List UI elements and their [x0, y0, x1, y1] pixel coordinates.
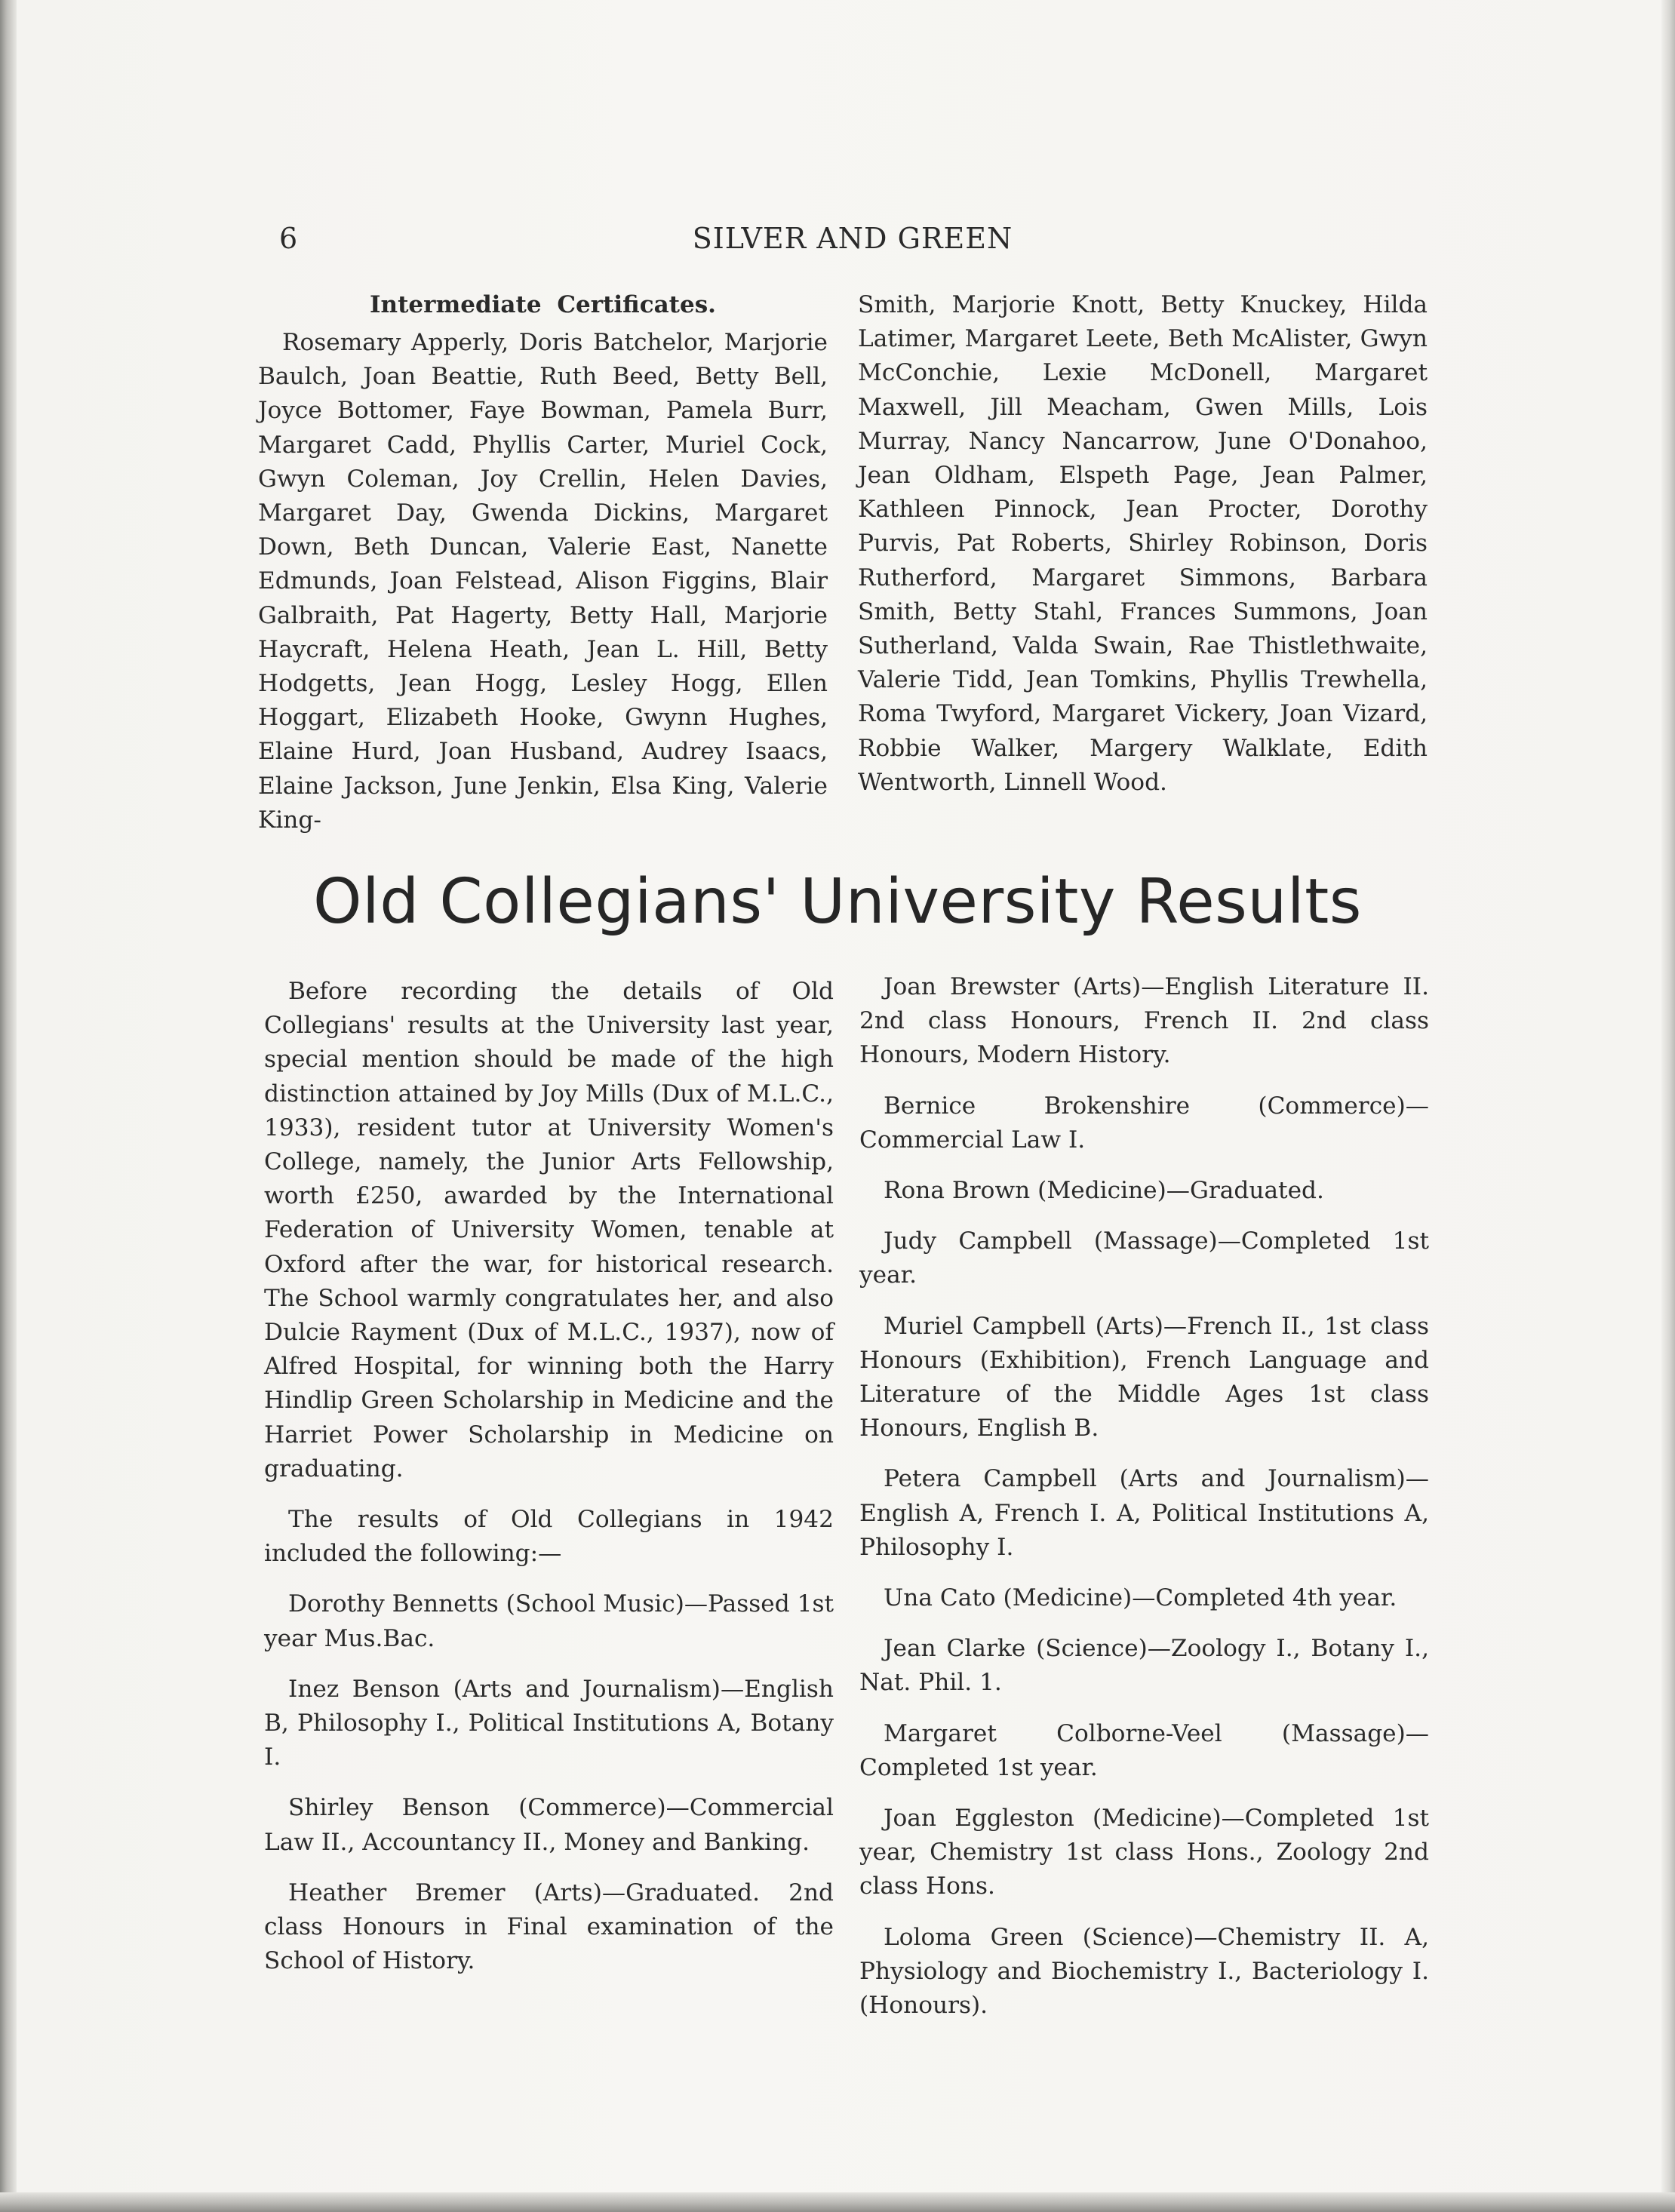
page-left-edge-shadow — [0, 0, 17, 2212]
result-entry: Petera Campbell (Arts and Journalism)—English A, French I. A, Political Institutions A, Philosophy I. — [859, 1465, 1429, 1561]
result-entry: Dorothy Bennetts (School Music)—Passed 1st year Mus.Bac. — [264, 1590, 834, 1652]
results-column-right — [859, 970, 1429, 2039]
result-entry: Margaret Colborne-Veel (Massage)—Completed 1st year. — [859, 1719, 1429, 1781]
certificates-heading: Intermediate Certificates. — [370, 291, 716, 318]
results-intro: Before recording the details of Old Collegians' results at the University last year, special mention should be made of the high distinction attained by Joy Mills (Dux of M.L.C., 1933), resident tutor at University Women's College, namely, the Junior Arts Fellowship, worth £250, awarded by the International Federation of University Women, tenable at Oxford after the war, for historical research. The School warmly congratulates her, and also Dulcie Rayment (Dux of M.L.C., 1937), now of Alfred Hospital, for winning both the Harry Hindlip Green Scholarship in Medicine and the Harriet Power Scholarship in Medicine on graduating. — [264, 978, 834, 1482]
result-entry: Bernice Brokenshire (Commerce)—Commercial Law I. — [859, 1092, 1429, 1154]
result-entry: Shirley Benson (Commerce)—Commercial Law II., Accountancy II., Money and Banking. — [264, 1794, 834, 1856]
result-entry: Rona Brown (Medicine)—Graduated. — [884, 1177, 1324, 1205]
result-entry: Loloma Green (Science)—Chemistry II. A, Physiology and Biochemistry I., Bacteriology I. (Honours). — [859, 1923, 1429, 2020]
page-right-edge-shadow — [1661, 0, 1675, 2212]
certificates-names-part1: Rosemary Apperly, Doris Batchelor, Marjorie Baulch, Joan Beattie, Ruth Beed, Betty Bell, Joyce Bottomer, Faye Bowman, Pamela Burr, Margaret Cadd, Phyllis Carter, Muriel Cock, Gwyn Coleman, Joy Crellin, Helen Davies, Margaret Day, Gwenda Dickins, Margaret Down, Beth Duncan, Valerie East, Nanette Edmunds, Joan Felstead, Alison Figgins, Blair Galbraith, Pat Hagerty, Betty Hall, Marjorie Haycraft, Helena Heath, Jean L. Hill, Betty Hodgetts, Jean Hogg, Lesley Hogg, Ellen Hoggart, Elizabeth Hooke, Gwynn Hughes, Elaine Hurd, Joan Husband, Audrey Isaacs, Elaine Jackson, June Jenkin, Elsa King, Valerie King- — [258, 329, 828, 834]
result-entry: Heather Bremer (Arts)—Graduated. 2nd class Honours in Final examination of the School of History. — [264, 1879, 834, 1975]
results-section-title: Old Collegians' University Results — [312, 866, 1363, 938]
certificates-column-left — [258, 288, 828, 837]
page-bottom-edge-shadow — [0, 2192, 1675, 2212]
result-entry: Una Cato (Medicine)—Completed 4th year. — [884, 1584, 1397, 1612]
page-header — [279, 222, 1426, 260]
result-entry: Jean Clarke (Science)—Zoology I., Botany I., Nat. Phil. 1. — [859, 1635, 1429, 1697]
results-lead-in: The results of Old Collegians in 1942 included the following:— — [264, 1506, 834, 1568]
result-entry: Judy Campbell (Massage)—Completed 1st year. — [859, 1227, 1429, 1289]
result-entry: Inez Benson (Arts and Journalism)—English B, Philosophy I., Political Institutions A, Botany I. — [264, 1675, 834, 1771]
running-title: SILVER AND GREEN — [692, 222, 1013, 255]
result-entry: Muriel Campbell (Arts)—French II., 1st class Honours (Exhibition), French Language and Literature of the Middle Ages 1st class Honours, English B. — [859, 1312, 1429, 1442]
result-entry: Joan Eggleston (Medicine)—Completed 1st year, Chemistry 1st class Hons., Zoology 2nd class Hons. — [859, 1805, 1429, 1900]
certificates-names-part2: Smith, Marjorie Knott, Betty Knuckey, Hilda Latimer, Margaret Leete, Beth McAlister, Gwyn McConchie, Lexie McDonell, Margaret Maxwell, Jill Meacham, Gwen Mills, Lois Murray, Nancy Nancarrow, June O'Donahoo, Jean Oldham, Elspeth Page, Jean Palmer, Kathleen Pinnock, Jean Procter, Dorothy Purvis, Pat Roberts, Shirley Robinson, Doris Rutherford, Margaret Simmons, Barbara Smith, Betty Stahl, Frances Summons, Joan Sutherland, Valda Swain, Rae Thistlethwaite, Valerie Tidd, Jean Tomkins, Phyllis Trewhella, Roma Twyford, Margaret Vickery, Joan Vizard, Robbie Walker, Margery Walklate, Edith Wentworth, Linnell Wood. — [858, 291, 1428, 796]
results-column-left — [264, 975, 834, 1995]
certificates-column-right — [858, 288, 1428, 800]
result-entry: Joan Brewster (Arts)—English Literature II. 2nd class Honours, French II. 2nd class Honours, Modern History. — [859, 973, 1429, 1069]
page-number: 6 — [279, 222, 298, 255]
